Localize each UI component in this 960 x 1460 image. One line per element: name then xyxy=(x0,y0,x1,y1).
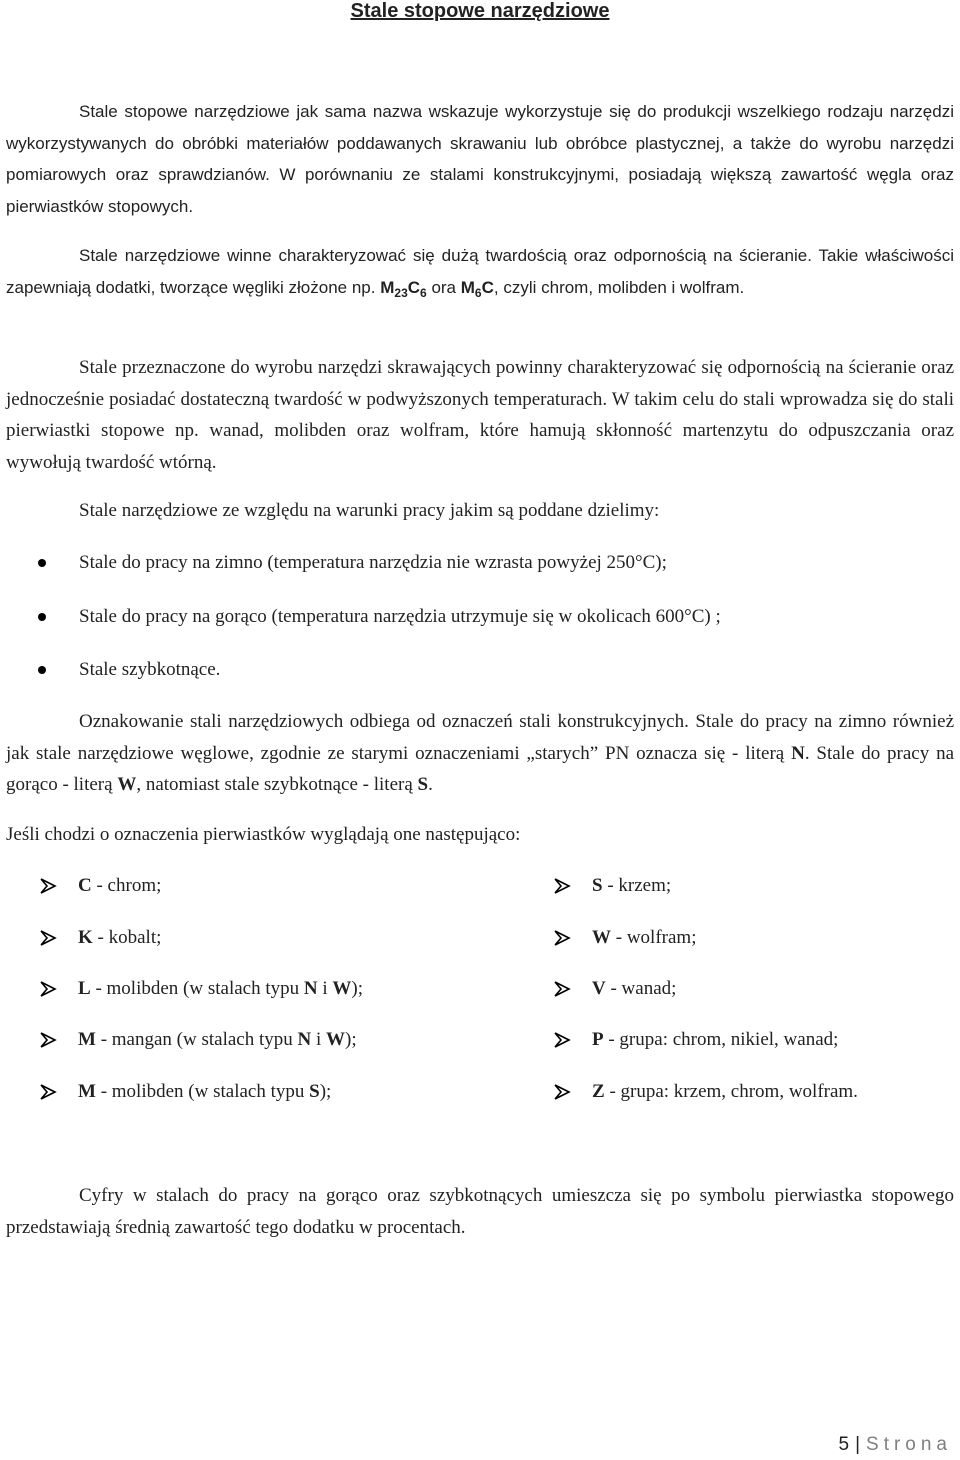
paragraph-properties-mid: ora xyxy=(426,277,461,297)
paragraph-intro: Stale stopowe narzędziowe jak sama nazwa wskazuje wykorzystuje się do produkcji wszelkiego rodzaju narzędzi wykorzystywanych do obróbki materiałów poddawanych skrawaniu lub obróbce plastycznej, a także do wyrobu narzędzi pomiarowych oraz sprawdzianów. W porównaniu ze stalami konstrukcyjnymi, posiadają większą zawartość węgla oraz pierwiastków stopowych. xyxy=(6,102,954,216)
page-footer xyxy=(839,1433,953,1457)
list-item-text: Stale szybkotnące. xyxy=(79,659,221,680)
bullet-icon xyxy=(38,666,46,674)
paragraph-classification: Stale narzędziowe ze względu na warunki pracy jakim są poddane dzielimy: xyxy=(79,500,660,521)
paragraph-properties-start: Stale narzędziowe winne charakteryzować się dużą twardością oraz odpornością na ścieranie. Takie właściwości zapewniają dodatki, tworzące węgliki złożone np. xyxy=(6,246,954,297)
bullet-icon xyxy=(38,559,46,567)
bullet-icon xyxy=(38,613,46,621)
paragraph-elements-intro: Jeśli chodzi o oznaczenia pierwiastków wyglądają one następująco: xyxy=(6,824,521,845)
letter-s: S xyxy=(417,774,429,795)
carbide-m6c: $M_6C$ xyxy=(460,277,494,300)
arrow-bullet-icon xyxy=(38,876,58,896)
page-title: Stale stopowe narzędziowe xyxy=(350,0,610,22)
arrow-bullet-icon xyxy=(552,1082,572,1102)
paragraph-marking-c: , natomiast stale szybkotnące - literą xyxy=(136,774,418,795)
arrow-bullet-icon xyxy=(552,1030,572,1050)
paragraph-cutting-tools: Stale przeznaczone do wyrobu narzędzi skrawających powinny charakteryzować się odpornością na ścieranie oraz jednocześnie posiadać dostateczną twardość w podwyższonych temperaturach. W takim celu do stali wprowadza się do stali pierwiastki stopowe np. wanad, molibden oraz wolfram, które hamują skłonność martenzytu do odpuszczania oraz wywołują twardość wtórną. xyxy=(6,357,954,473)
arrow-bullet-icon xyxy=(38,979,58,999)
arrow-bullet-icon xyxy=(552,876,572,896)
paragraph-properties-end: , czyli chrom, molibden i wolfram. xyxy=(493,277,745,297)
footer-separator: | xyxy=(855,1434,861,1455)
paragraph-marking-a: Oznakowanie stali narzędziowych odbiega od oznaczeń stali konstrukcyjnych. Stale do pracy na zimno również jak stale narzędziowe węglowe, zgodnie ze starymi oznaczeniami „starych” PN oznacza się - literą xyxy=(6,711,954,764)
arrow-bullet-icon xyxy=(38,1082,58,1102)
carbide-m23c6: $M_{23}C_6$ xyxy=(380,277,427,300)
footer-label: Strona xyxy=(866,1434,952,1455)
page-number: 5 xyxy=(838,1434,850,1455)
arrow-bullet-icon xyxy=(38,928,58,948)
letter-w: W xyxy=(117,774,137,795)
list-item-text: Stale do pracy na gorąco (temperatura narzędzia utrzymuje się w okolicach 600°C) ; xyxy=(79,606,721,627)
paragraph-properties xyxy=(6,240,954,303)
paragraph-marking-b: . Stale do pracy na gorąco - literą xyxy=(6,742,954,795)
paragraph-marking-d: . xyxy=(428,774,433,795)
paragraph-marking xyxy=(6,706,954,801)
arrow-bullet-icon xyxy=(552,979,572,999)
letter-n: N xyxy=(791,742,805,764)
arrow-bullet-icon xyxy=(38,1030,58,1050)
list-item-text: Stale do pracy na zimno (temperatura narzędzia nie wzrasta powyżej 250°C); xyxy=(79,552,667,573)
paragraph-digits: Cyfry w stalach do pracy na gorąco oraz szybkotnących umieszcza się po symbolu pierwiastka stopowego przedstawiają średnią zawartość tego dodatku w procentach. xyxy=(6,1185,954,1238)
arrow-bullet-icon xyxy=(552,928,572,948)
